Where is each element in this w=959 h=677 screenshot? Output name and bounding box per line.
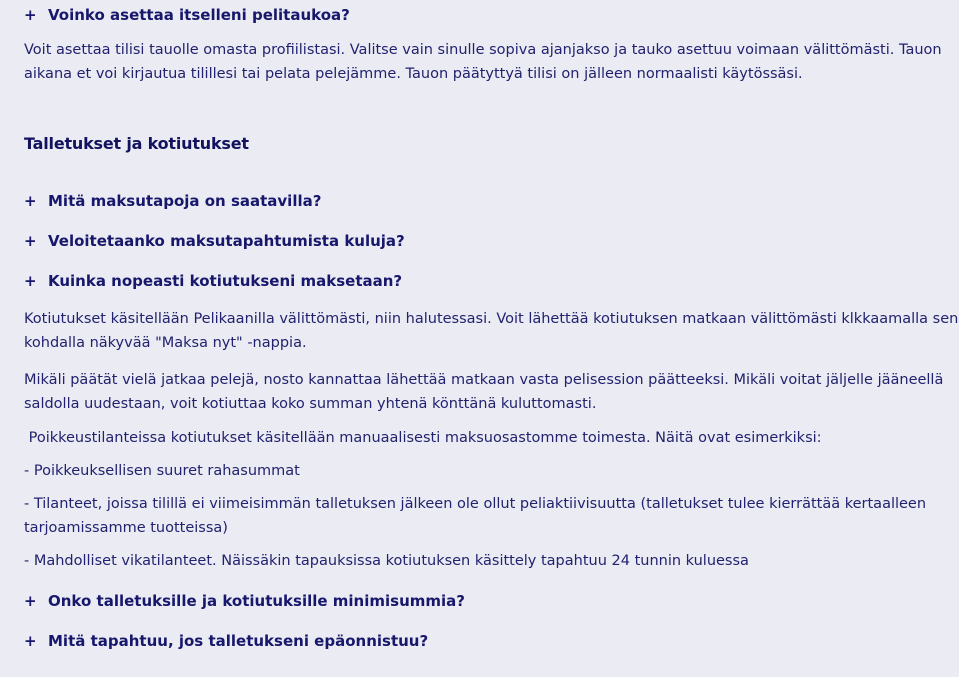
faq-question-epaonnistunut-talletus[interactable]	[24, 632, 428, 650]
faq-question-label: Mitä maksutapoja on saatavilla?	[48, 192, 322, 210]
faq-answer-list-item: - Tilanteet, joissa tilillä ei viimeisimmän talletuksen jälkeen ole ollut peliaktiivisuutta (talletukset tulee kierrättää kertaalleen tarjoamissamme tuotteissa)	[24, 496, 927, 536]
faq-question-label: Onko talletuksille ja kotiutuksille minimisummia?	[48, 592, 465, 610]
faq-question-maksutavat[interactable]	[24, 192, 321, 210]
plus-icon: +	[24, 592, 37, 610]
faq-answer: Voit asettaa tilisi tauolle omasta profiilistasi. Valitse vain sinulle sopiva ajanjakso ja tauko asettuu voimaan välittömästi. Tauon aikana et voi kirjautua tilillesi tai pelata pelejämme. Tauon päätyttyä tilisi on jälleen normaalisti käytössäsi.	[24, 42, 942, 82]
plus-icon: +	[24, 232, 37, 250]
faq-question-label: Mitä tapahtuu, jos talletukseni epäonnistuu?	[48, 632, 429, 650]
faq-question-label: Voinko asettaa itselleni pelitaukoa?	[48, 6, 350, 24]
faq-answer-paragraph: Poikkeustilanteissa kotiutukset käsitellään manuaalisesti maksuosastomme toimesta. Näitä ovat esimerkiksi:	[24, 430, 822, 446]
plus-icon: +	[24, 272, 37, 290]
section-title: Talletukset ja kotiutukset	[24, 134, 249, 153]
faq-question-label: Veloitetaanko maksutapahtumista kuluja?	[48, 232, 405, 250]
faq-answer-list-item: - Poikkeuksellisen suuret rahasummat	[24, 463, 300, 479]
faq-question-kulut[interactable]	[24, 232, 405, 250]
plus-icon: +	[24, 6, 37, 24]
plus-icon: +	[24, 192, 37, 210]
faq-answer-paragraph: Mikäli päätät vielä jatkaa pelejä, nosto kannattaa lähettää matkaan vasta pelisession päätteeksi. Mikäli voitat jäljelle jääneellä saldolla uudestaan, voit kotiuttaa koko summan yhtenä könttänä kuluttomasti.	[24, 372, 944, 412]
plus-icon: +	[24, 632, 37, 650]
faq-question-minimisummat[interactable]	[24, 592, 465, 610]
faq-answer-paragraph: Kotiutukset käsitellään Pelikaanilla välittömästi, niin halutessasi. Voit lähettää kotiutuksen matkaan välittömästi klkkaamalla sen kohdalla näkyvää "Maksa nyt" -nappia.	[24, 311, 959, 351]
faq-answer-list-item: - Mahdolliset vikatilanteet. Näissäkin tapauksissa kotiutuksen käsittely tapahtuu 24 tunnin kuluessa	[24, 553, 749, 569]
faq-question-pelitauko[interactable]	[24, 6, 350, 24]
faq-question-kotiutusnopeus[interactable]	[24, 272, 402, 290]
faq-question-label: Kuinka nopeasti kotiutukseni maksetaan?	[48, 272, 403, 290]
